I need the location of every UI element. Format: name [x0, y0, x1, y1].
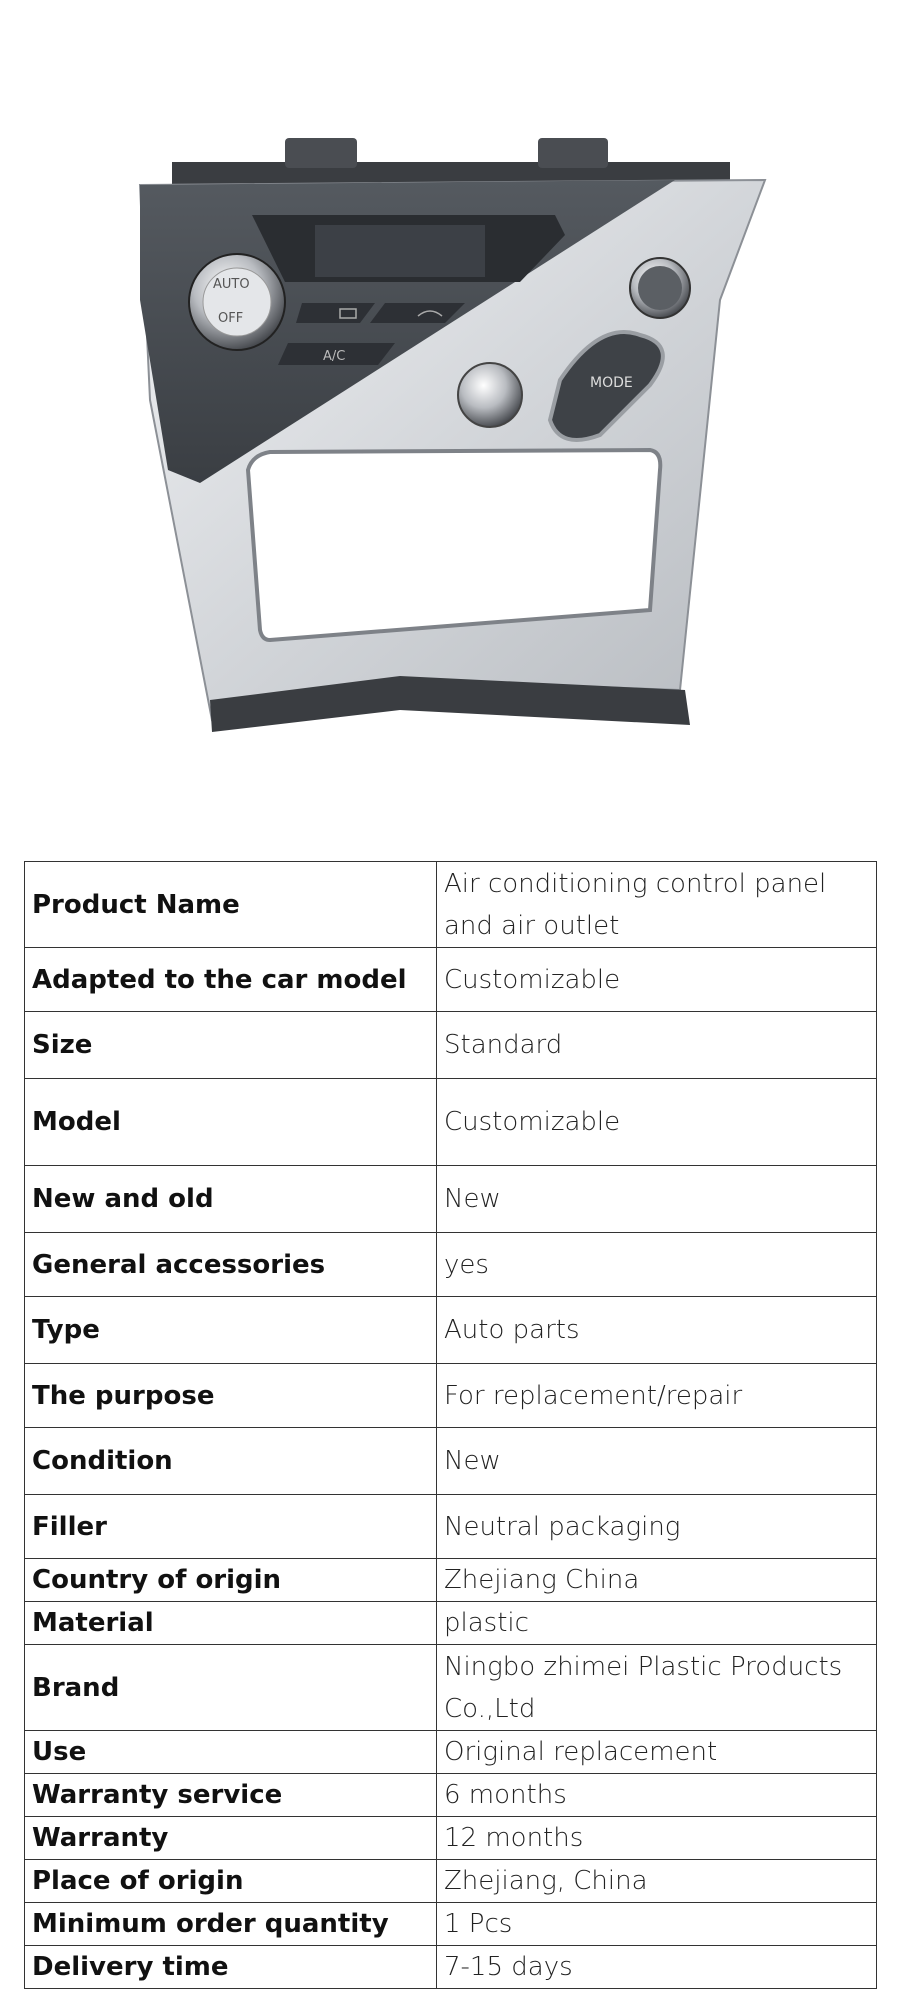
- spec-row: [25, 1645, 877, 1731]
- knob-off-label: OFF: [218, 311, 244, 326]
- spec-key: Filler: [25, 1495, 437, 1559]
- product-image: [0, 0, 902, 850]
- spec-value: 6 months: [437, 1774, 877, 1817]
- spec-row: [25, 1495, 877, 1559]
- specs-table: [24, 861, 877, 1989]
- spec-key: Product Name: [25, 862, 437, 948]
- spec-value: Zhejiang, China: [437, 1860, 877, 1903]
- spec-value: Customizable: [437, 1079, 877, 1166]
- spec-row: [25, 1903, 877, 1946]
- spec-row: [25, 1559, 877, 1602]
- spec-value: Standard: [437, 1012, 877, 1079]
- spec-row: [25, 1946, 877, 1989]
- spec-value: 12 months: [437, 1817, 877, 1860]
- spec-value: Original replacement: [437, 1731, 877, 1774]
- ac-button-label: A/C: [323, 349, 346, 364]
- spec-row: [25, 948, 877, 1012]
- spec-key: The purpose: [25, 1364, 437, 1428]
- spec-key: Delivery time: [25, 1946, 437, 1989]
- spec-value: yes: [437, 1233, 877, 1297]
- spec-row: [25, 1731, 877, 1774]
- spec-key: Condition: [25, 1428, 437, 1495]
- spec-key: Size: [25, 1012, 437, 1079]
- spec-value: plastic: [437, 1602, 877, 1645]
- spec-value: Neutral packaging: [437, 1495, 877, 1559]
- display-screen: [315, 225, 485, 277]
- spec-key: Warranty: [25, 1817, 437, 1860]
- spec-value: Ningbo zhimei Plastic Products Co.,Ltd: [437, 1645, 877, 1731]
- spec-key: Model: [25, 1079, 437, 1166]
- spec-row: [25, 1166, 877, 1233]
- spec-value: 1 Pcs: [437, 1903, 877, 1946]
- spec-value: Air conditioning control panel and air outlet: [437, 862, 877, 948]
- mode-button-label: MODE: [590, 375, 633, 391]
- spec-value: 7-15 days: [437, 1946, 877, 1989]
- spec-value: New: [437, 1428, 877, 1495]
- spec-value: For replacement/repair: [437, 1364, 877, 1428]
- spec-key: Warranty service: [25, 1774, 437, 1817]
- spec-key: Place of origin: [25, 1860, 437, 1903]
- spec-key: Material: [25, 1602, 437, 1645]
- spec-row: [25, 1297, 877, 1364]
- spec-row: [25, 1012, 877, 1079]
- spec-row: [25, 1602, 877, 1645]
- spec-key: New and old: [25, 1166, 437, 1233]
- spec-key: Type: [25, 1297, 437, 1364]
- spec-value: Auto parts: [437, 1297, 877, 1364]
- spec-value: Customizable: [437, 948, 877, 1012]
- spec-row: [25, 1079, 877, 1166]
- spec-row: [25, 1428, 877, 1495]
- air-outlet-opening: [248, 450, 660, 640]
- spec-row: [25, 862, 877, 948]
- temperature-knob: [458, 363, 522, 427]
- knob-auto-label: AUTO: [213, 277, 250, 292]
- spec-key: Country of origin: [25, 1559, 437, 1602]
- mounting-clip-left: [285, 138, 357, 168]
- spec-row: [25, 1233, 877, 1297]
- spec-value: Zhejiang China: [437, 1559, 877, 1602]
- spec-key: Minimum order quantity: [25, 1903, 437, 1946]
- spec-key: Adapted to the car model: [25, 948, 437, 1012]
- spec-key: Brand: [25, 1645, 437, 1731]
- spec-key: General accessories: [25, 1233, 437, 1297]
- spec-row: [25, 1774, 877, 1817]
- spec-row: [25, 1860, 877, 1903]
- spec-value: New: [437, 1166, 877, 1233]
- mounting-clip-right: [538, 138, 608, 168]
- spec-key: Use: [25, 1731, 437, 1774]
- spec-row: [25, 1817, 877, 1860]
- spec-row: [25, 1364, 877, 1428]
